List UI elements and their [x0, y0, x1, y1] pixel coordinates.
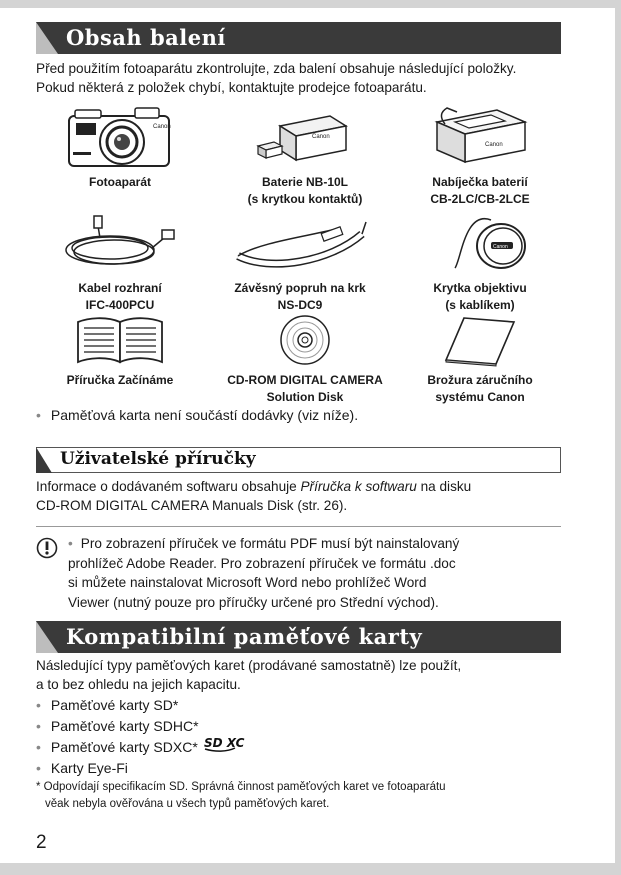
booklet-icon: [70, 314, 170, 366]
manuals-text-a: Informace o dodávaném softwaru obsahuje: [36, 479, 301, 494]
battery-brand-label: Canon: [312, 134, 330, 140]
card-types-list: [36, 695, 245, 779]
item-caption: [25, 280, 215, 314]
item-interface-cable: [25, 212, 215, 314]
sdxc-logo-text: SD XC: [203, 736, 245, 750]
page-frame-top: [0, 0, 621, 8]
page-frame-bottom: [0, 863, 621, 875]
bullet-dot: •: [36, 697, 41, 713]
cable-icon: [60, 212, 180, 274]
list-item: [36, 736, 245, 758]
caption-line-1: Závěsný popruh na krk: [234, 281, 366, 295]
caption-line-1: Brožura záručního: [427, 373, 533, 387]
package-intro-line-2: Pokud některá z položek chybí, kontaktujte prodejce fotoaparátu.: [36, 80, 427, 95]
item-caption: [210, 372, 400, 406]
pdf-note-line-3: si můžete nainstalovat Microsoft Word nebo prohlížeč Word: [68, 575, 427, 590]
caption-line-2: (s krytkou kontaktů): [247, 192, 363, 206]
footnote-line-2: věak nebyla ověřována u všech typů paměťových karet.: [45, 798, 330, 810]
caption-line-1: Nabíječka baterií: [432, 175, 528, 189]
caption-line-1: Krytka objektivu: [433, 281, 527, 295]
caption-line-2: NS-DC9: [277, 298, 323, 312]
list-item-text: Paměťové karty SDXC*: [50, 739, 198, 755]
caption-line-1: CD-ROM DIGITAL CAMERA: [227, 373, 383, 387]
manuals-text: [36, 477, 576, 515]
cards-title: Kompatibilní paměťové karty: [66, 624, 423, 649]
memory-card-note: [36, 405, 358, 425]
list-item: [36, 716, 237, 737]
item-getting-started-guide: [25, 314, 215, 389]
caption-line-2: CB-2LC/CB-2LCE: [430, 192, 530, 206]
list-item-text: Paměťové karty SDHC*: [50, 717, 199, 734]
item-caption: [385, 174, 575, 208]
cards-intro-line-2: a to bez ohledu na jejich kapacitu.: [36, 677, 241, 692]
item-caption: [25, 372, 215, 389]
item-warranty-booklet: [385, 314, 575, 406]
bullet-dot: •: [36, 407, 41, 423]
caption-line-2: Solution Disk: [266, 390, 344, 404]
manuals-text-b: na disku: [416, 479, 472, 494]
item-caption: [210, 174, 400, 208]
lens-cap-brand-label: Canon: [493, 244, 508, 250]
cards-intro: [36, 656, 576, 694]
bullet-dot: •: [36, 760, 41, 776]
caption-line-2: (s kablíkem): [445, 298, 515, 312]
item-cd-rom: [210, 314, 400, 406]
page-frame-right: [615, 0, 621, 875]
heading-triangle-decor: [36, 621, 58, 653]
section-heading-package: [36, 22, 561, 54]
pdf-note-line-1: [68, 534, 548, 554]
item-battery: [210, 106, 400, 208]
item-caption: [385, 372, 575, 406]
camera-icon: [65, 106, 175, 168]
item-caption: [25, 174, 215, 191]
note-divider-top: [36, 526, 561, 527]
bullet-dot: •: [36, 739, 41, 755]
manuals-title: Uživatelské příručky: [60, 449, 256, 469]
item-lens-cap: [385, 210, 575, 314]
cards-intro-line-1: Následující typy paměťových karet (prodávané samostatně) lze použít,: [36, 658, 462, 673]
heading-triangle-decor: [36, 447, 52, 473]
heading-triangle-decor: [36, 22, 58, 54]
section-heading-cards: [36, 621, 561, 653]
sdxc-logo-icon: [203, 736, 245, 758]
battery-icon: [250, 106, 360, 168]
warranty-booklet-icon: [440, 314, 520, 366]
caption-line-1: Příručka Začínáme: [66, 373, 174, 387]
charger-brand-label: Canon: [485, 142, 503, 148]
item-neck-strap: [205, 212, 395, 314]
bullet-dot: •: [68, 536, 73, 551]
package-intro: [36, 59, 576, 97]
list-item: [36, 758, 237, 779]
footnote: [36, 779, 556, 813]
list-item-text: Paměťové karty SD*: [50, 697, 179, 713]
caption-line-1: Fotoaparát: [88, 175, 151, 189]
list-item-text: Karty Eye-Fi: [50, 760, 128, 776]
package-intro-line-1: Před použitím fotoaparátu zkontrolujte, zda balení obsahuje následující položky.: [36, 61, 517, 76]
list-item: [36, 695, 237, 716]
pdf-note: [68, 534, 548, 612]
pdf-note-line-2: prohlížeč Adobe Reader. Pro zobrazení příruček ve formátu .doc: [68, 555, 456, 571]
strap-icon: [230, 212, 370, 274]
lens-cap-icon: [425, 210, 535, 274]
software-guide-title: Příručka k softwaru: [300, 479, 417, 494]
bullet-dot: •: [36, 717, 41, 734]
section-heading-manuals: [36, 447, 561, 473]
footnote-line-1: * Odpovídají specifikacím SD. Správná činnost paměťových karet ve fotoaparátu: [36, 781, 446, 793]
item-charger: [385, 100, 575, 208]
item-caption: [205, 280, 395, 314]
item-caption: [385, 280, 575, 314]
cd-icon: [275, 314, 335, 366]
item-camera: [25, 106, 215, 191]
charger-icon: [425, 100, 535, 168]
page-number: 2: [36, 832, 47, 853]
manuals-text-line-2: CD-ROM DIGITAL CAMERA Manuals Disk (str. 26).: [36, 498, 348, 513]
caption-line-1: Kabel rozhraní: [78, 281, 162, 295]
camera-brand-label: Canon: [153, 124, 171, 130]
memory-card-note-text: Paměťová karta není součástí dodávky (viz níže).: [50, 407, 359, 423]
caption-line-2: IFC-400PCU: [85, 298, 155, 312]
pdf-note-text-1: Pro zobrazení příruček ve formátu PDF musí být nainstalovaný: [80, 536, 460, 551]
manuals-text-line-1: [36, 477, 576, 496]
caption-line-2: systému Canon: [435, 390, 525, 404]
caution-icon: [36, 537, 58, 559]
caption-line-1: Baterie NB-10L: [261, 175, 349, 189]
package-title: Obsah balení: [66, 25, 226, 50]
pdf-note-line-4: Viewer (nutný pouze pro příručky určené pro Střední východ).: [68, 594, 439, 610]
